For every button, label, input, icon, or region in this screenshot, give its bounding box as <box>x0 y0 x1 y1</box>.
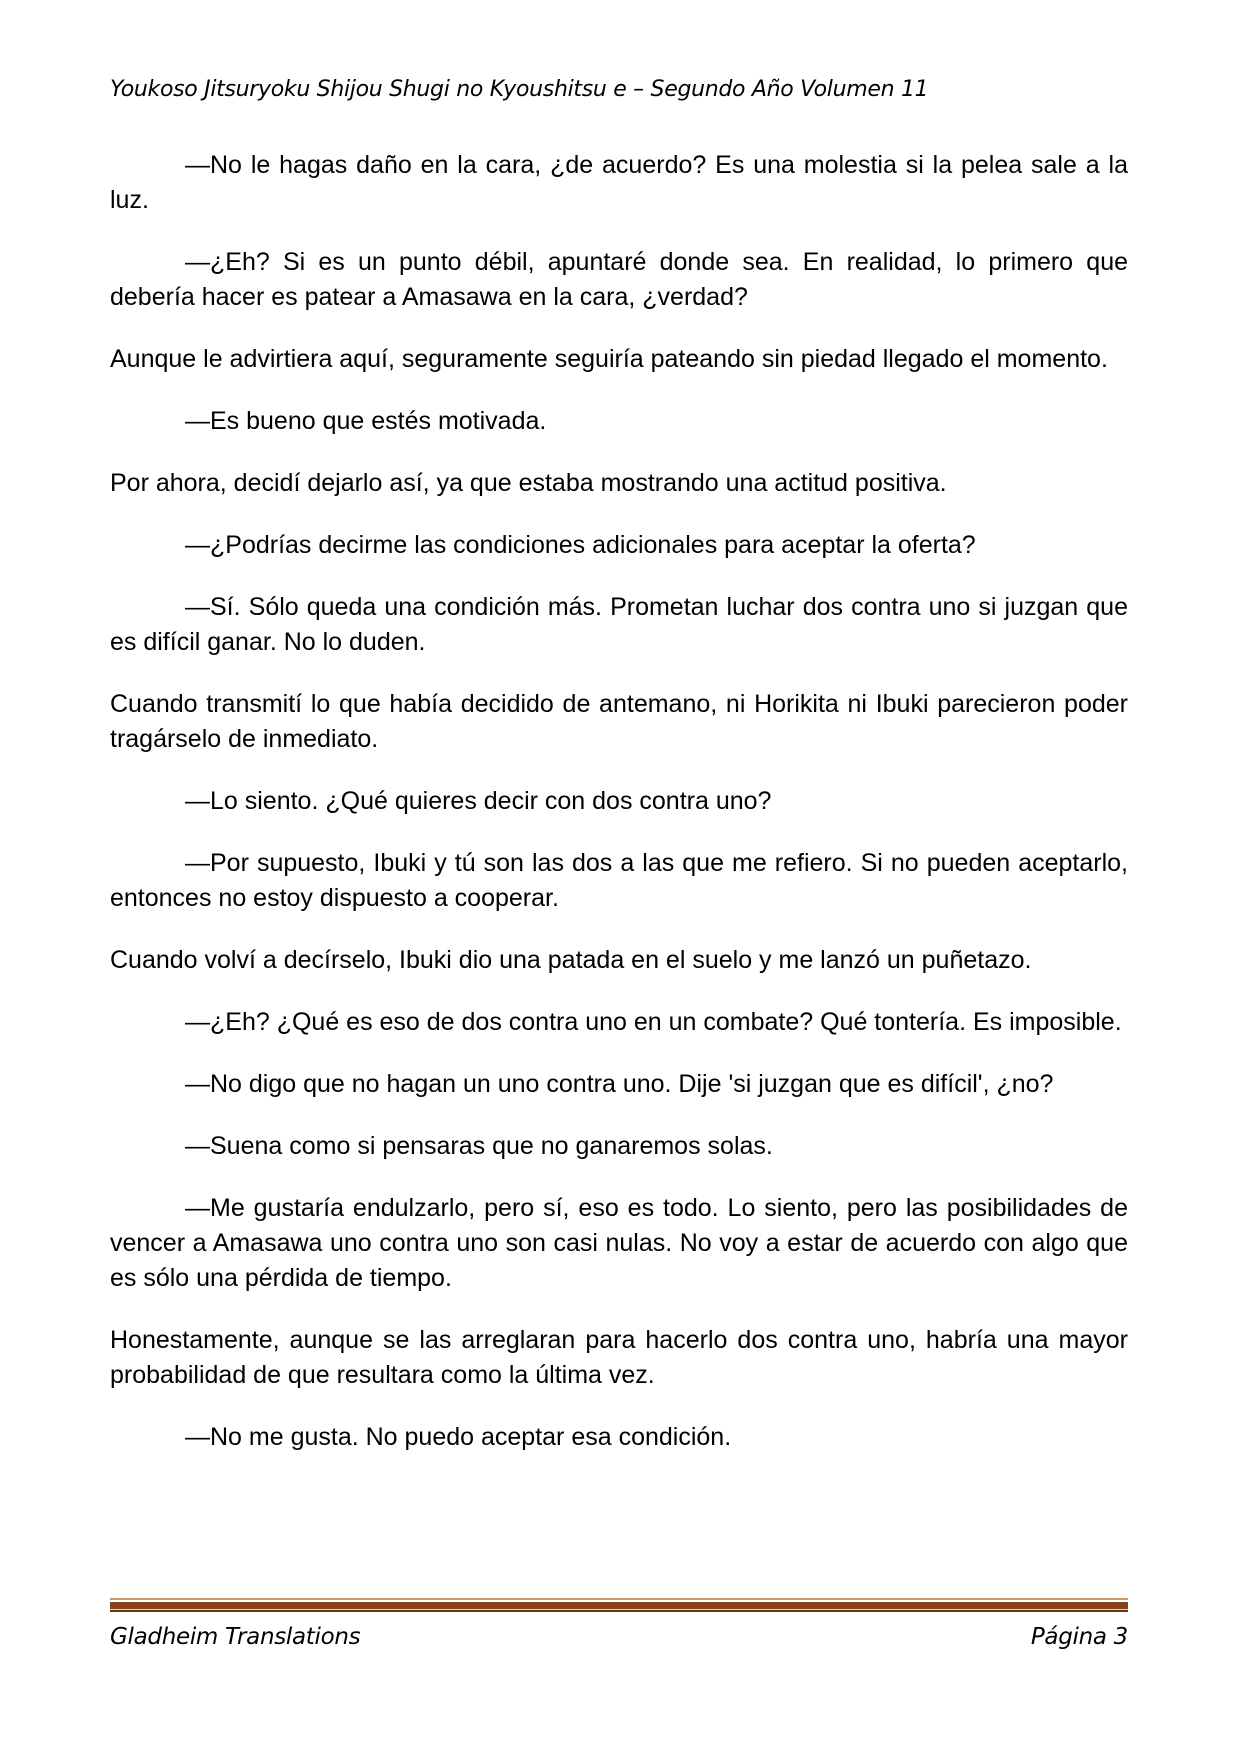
paragraph: —¿Podrías decirme las condiciones adicionales para aceptar la oferta? <box>185 531 976 559</box>
paragraph: Por ahora, decidí dejarlo así, ya que estaba mostrando una actitud positiva. <box>110 469 947 497</box>
body-text <box>110 148 1128 1455</box>
paragraph: —¿Eh? Si es un punto débil, apuntaré donde sea. En realidad, lo primero que debería hacer es patear a Amasawa en la cara, ¿verdad? <box>110 248 1128 311</box>
footer-rule-thin-bottom <box>110 1610 1128 1612</box>
paragraph: —Lo siento. ¿Qué quieres decir con dos contra uno? <box>185 787 772 815</box>
paragraph: —Sí. Sólo queda una condición más. Prometan luchar dos contra uno si juzgan que es difícil ganar. No lo duden. <box>110 593 1128 656</box>
page-header-title: Youkoso Jitsuryoku Shijou Shugi no Kyoushitsu e – Segundo Año Volumen 11 <box>110 77 929 102</box>
paragraph: —No me gusta. No puedo aceptar esa condición. <box>185 1423 732 1451</box>
paragraph: —No le hagas daño en la cara, ¿de acuerdo? Es una molestia si la pelea sale a la luz. <box>110 151 1128 214</box>
footer-page-number: Página 3 <box>1030 1624 1128 1650</box>
paragraph: —Me gustaría endulzarlo, pero sí, eso es todo. Lo siento, pero las posibilidades de vencer a Amasawa uno contra uno son casi nulas. No voy a estar de acuerdo con algo que es sólo una pérdida de tiempo. <box>110 1194 1128 1292</box>
footer-translator-name: Gladheim Translations <box>110 1624 361 1650</box>
paragraph: Cuando volví a decírselo, Ibuki dio una patada en el suelo y me lanzó un puñetazo. <box>110 946 1032 974</box>
footer-rule-divider <box>110 1598 1128 1612</box>
paragraph: Aunque le advirtiera aquí, seguramente seguiría pateando sin piedad llegado el momento. <box>110 345 1108 373</box>
paragraph: —Suena como si pensaras que no ganaremos solas. <box>185 1132 773 1160</box>
paragraph: Cuando transmití lo que había decidido de antemano, ni Horikita ni Ibuki parecieron poder tragárselo de inmediato. <box>110 690 1128 753</box>
paragraph: —No digo que no hagan un uno contra uno. Dije 'si juzgan que es difícil', ¿no? <box>185 1070 1054 1098</box>
paragraph: —¿Eh? ¿Qué es eso de dos contra uno en un combate? Qué tontería. Es imposible. <box>185 1008 1122 1036</box>
paragraph: Honestamente, aunque se las arreglaran para hacerlo dos contra uno, habría una mayor probabilidad de que resultara como la última vez. <box>110 1326 1128 1389</box>
paragraph: —Por supuesto, Ibuki y tú son las dos a las que me refiero. Si no pueden aceptarlo, entonces no estoy dispuesto a cooperar. <box>110 849 1128 912</box>
page-footer <box>110 1598 1128 1650</box>
footer-rule-thick-bar <box>110 1602 1128 1609</box>
paragraph: —Es bueno que estés motivada. <box>185 407 547 435</box>
